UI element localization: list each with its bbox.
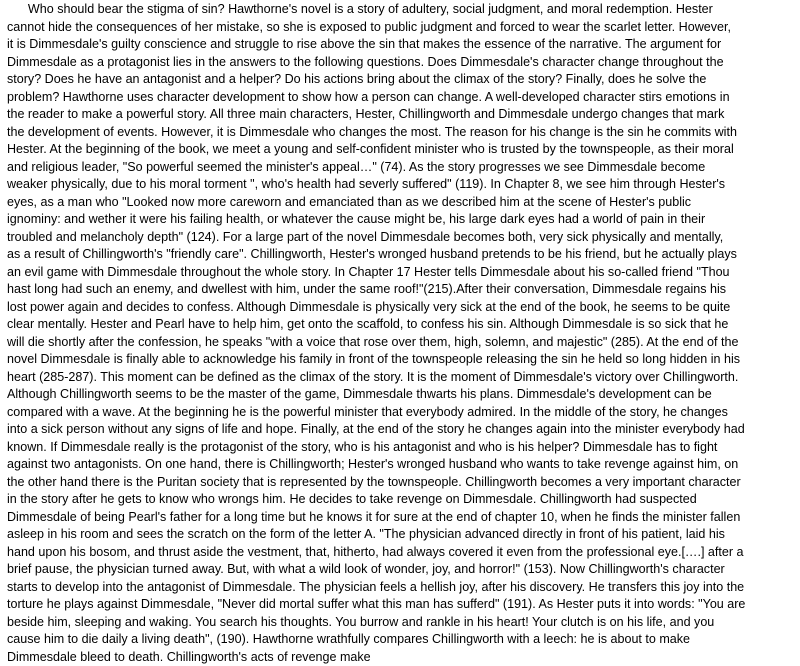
essay-line-28: the other hand there is the Puritan society that is represented by the townspeople. Chillingworth becomes a very important character (7, 474, 800, 492)
essay-line-9: Hester. At the beginning of the book, we meet a young and self-confident minister who is trusted by the townspeople, as their moral (7, 141, 800, 159)
essay-line-35: torture he plays against Dimmesdale, "Never did mortal suffer what this man has sufferd" (191). As Hester puts it into words: "You are (7, 596, 800, 614)
essay-line-17: hast long had such an enemy, and dwellest with him, under the same roof!"(215).After their conversation, Dimmesdale regains his (7, 281, 800, 299)
essay-line-18: lost power again and decides to confess. Although Dimmesdale is physically very sick at the end of the book, he seems to be quite (7, 299, 800, 317)
essay-line-30: Dimmesdale of being Pearl's father for a long time but he knows it for sure at the end of chapter 10, when he finds the minister fallen (7, 509, 800, 527)
essay-line-20: will die shortly after the confession, he speaks "with a voice that rose over them, high, solemn, and majestic" (285). At the end of the (7, 334, 800, 352)
essay-line-26: known. If Dimmesdale really is the protagonist of the story, who is his antagonist and who is his helper? Dimmesdale has to fight (7, 439, 800, 457)
essay-line-19: clear mentally. Hester and Pearl have to help him, get onto the scaffold, to confess his sin. Although Dimmesdale is so sick that he (7, 316, 800, 334)
essay-line-16: an evil game with Dimmesdale throughout the whole story. In Chapter 17 Hester tells Dimmesdale about his so-called friend "Thou (7, 264, 800, 282)
essay-line-22: heart (285-287). This moment can be defined as the climax of the story. It is the moment of Dimmesdale's victory over Chillingworth. (7, 369, 800, 387)
essay-line-31: asleep in his room and sees the scratch on the form of the letter A. "The physician advanced directly in front of his patient, laid his (7, 526, 800, 544)
essay-paragraph (7, 1, 800, 666)
essay-line-21: novel Dimmesdale is finally able to acknowledge his family in front of the townspeople releasing the sin he held so long hidden in his (7, 351, 800, 369)
essay-line-34: starts to develop into the antagonist of Dimmesdale. The physician feels a hellish joy, after his discovery. He transfers this joy into the (7, 579, 800, 597)
essay-line-8: the development of events. However, it is Dimmesdale who changes the most. The reason for his change is the sin he commits with (7, 124, 800, 142)
essay-line-25: into a sick person without any signs of life and hope. Finally, at the end of the story he changes again into the minister everybody had (7, 421, 800, 439)
essay-line-24: compared with a wave. At the beginning he is the powerful minister that everybody admired. In the middle of the story, he changes (7, 404, 800, 422)
essay-line-36: beside him, sleeping and waking. You search his thoughts. You burrow and rankle in his heart! Your clutch is on his life, and you (7, 614, 800, 632)
essay-line-6: problem? Hawthorne uses character development to show how a person can change. A well-developed character stirs emotions in (7, 89, 800, 107)
essay-line-37: cause him to die daily a living death", (190). Hawthorne wrathfully compares Chillingworth with a leech: he is about to make (7, 631, 800, 649)
essay-line-4: Dimmesdale as a protagonist lies in the answers to the following questions. Does Dimmesdale's character change throughout the (7, 54, 800, 72)
essay-line-5: story? Does he have an antagonist and a helper? Do his actions bring about the climax of the story? Finally, does he solve the (7, 71, 800, 89)
essay-line-12: eyes, as a man who "Looked now more careworn and emanciated than as we described him at the scene of Hester's public (7, 194, 800, 212)
essay-line-3: it is Dimmesdale's guilty conscience and struggle to rise above the sin that makes the essence of the narrative. The argument for (7, 36, 800, 54)
essay-line-14: troubled and melancholy depth" (124). For a large part of the novel Dimmesdale becomes both, very sick physically and mentally, (7, 229, 800, 247)
essay-line-15: as a result of Chillingworth's "friendly care". Chillingworth, Hester's wronged husband pretends to be his friend, but he actually plays (7, 246, 800, 264)
essay-line-29: in the story after he gets to know who wrongs him. He decides to take revenge on Dimmesdale. Chillingworth had suspected (7, 491, 800, 509)
essay-line-11: weaker physically, due to his moral torment ", who's health had severly suffered" (119). In Chapter 8, we see him through Hester's (7, 176, 800, 194)
essay-line-32: hand upon his bosom, and thrust aside the vestment, that, hitherto, had always covered it even from the professional eye.[….] after a (7, 544, 800, 562)
essay-line-7: the reader to make a powerful story. All three main characters, Hester, Chillingworth and Dimmesdale undergo changes that mark (7, 106, 800, 124)
essay-line-38: Dimmesdale bleed to death. Chillingworth's acts of revenge make (7, 649, 800, 666)
essay-line-1: Who should bear the stigma of sin? Hawthorne's novel is a story of adultery, social judgment, and moral redemption. Hester (7, 1, 800, 19)
essay-line-10: and religious leader, "So powerful seemed the minister's appeal…" (74). As the story progresses we see Dimmesdale become (7, 159, 800, 177)
essay-line-23: Although Chillingworth seems to be the master of the game, Dimmesdale thwarts his plans. Dimmesdale's development can be (7, 386, 800, 404)
essay-line-2: cannot hide the consequences of her mistake, so she is exposed to public judgment and forced to wear the scarlet letter. However, (7, 19, 800, 37)
essay-line-33: brief pause, the physician turned away. But, with what a wild look of wonder, joy, and horror!" (153). Now Chillingworth's character (7, 561, 800, 579)
essay-line-13: ignominy: and wether it were his failing health, or whatever the cause might be, his large dark eyes had a world of pain in their (7, 211, 800, 229)
essay-line-27: against two antagonists. On one hand, there is Chillingworth; Hester's wronged husband who wants to take revenge against him, on (7, 456, 800, 474)
